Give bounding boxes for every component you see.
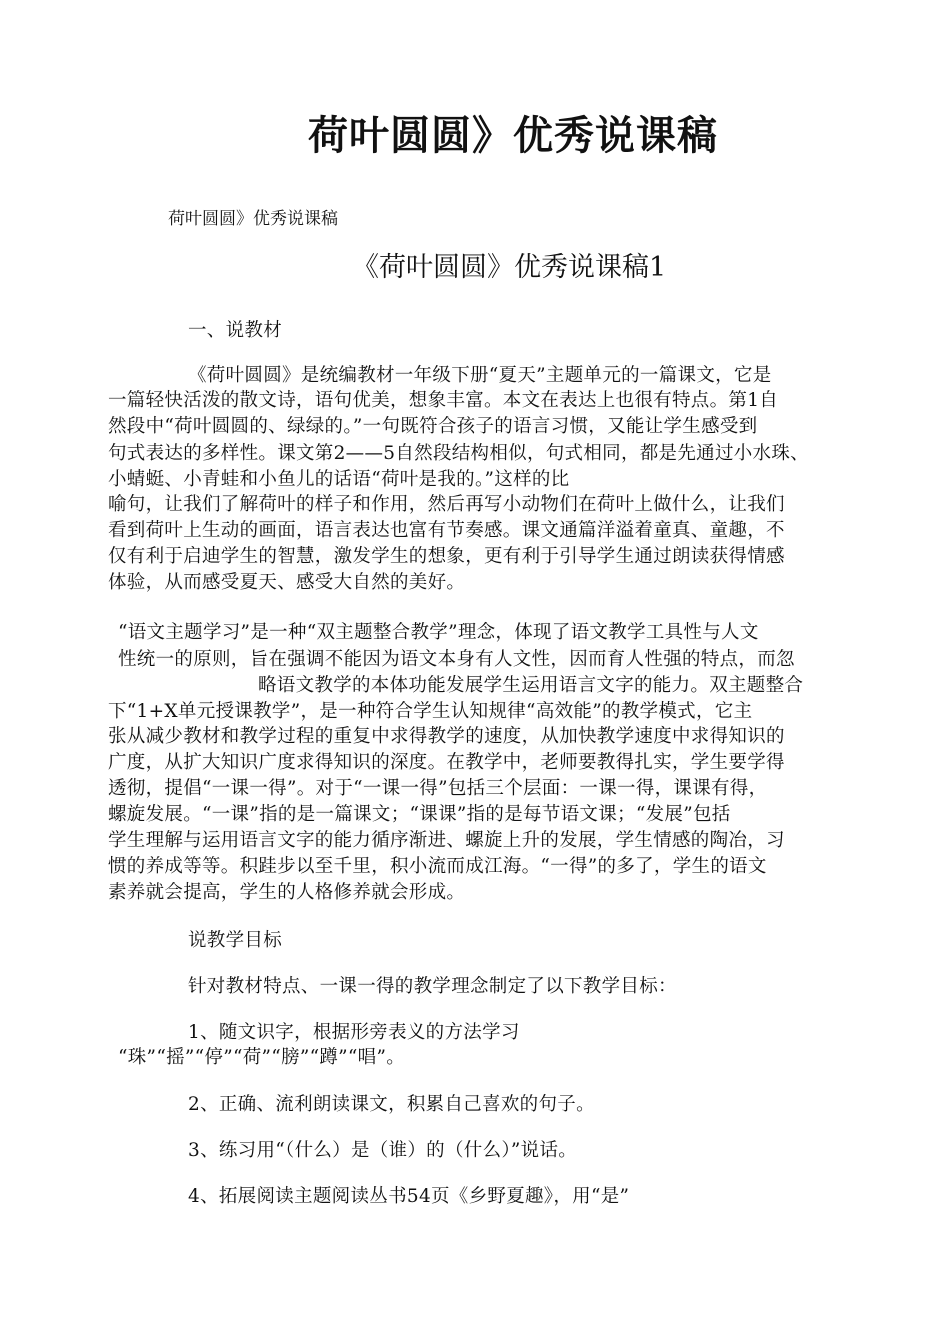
paragraph-line: 张从减少教材和教学过程的重复中求得教学的速度，从加快教学速度中求得知识的: [108, 726, 785, 747]
section-title: 《荷叶圆圆》优秀说课稿1: [352, 252, 667, 283]
paragraph-line: 体验，从而感受夏天、感受大自然的美好。: [108, 572, 466, 593]
goals-intro: 针对教材特点、一课一得的教学理念制定了以下教学目标：: [188, 976, 677, 997]
document-subtitle: 荷叶圆圆》优秀说课稿: [168, 209, 338, 229]
goal-item-1: 1、随文识字，根据形旁表义的方法学习: [188, 1022, 520, 1043]
paragraph-line: 《荷叶圆圆》是统编教材一年级下册“夏天”主题单元的一篇课文，它是: [188, 365, 772, 386]
paragraph-line: 下“1+X单元授课教学”，是一种符合学生认知规律“高效能”的教学模式，它主: [108, 701, 753, 722]
document-title: 荷叶圆圆》优秀说课稿: [308, 112, 718, 159]
paragraph-line: 看到荷叶上生动的画面，语言表达也富有节奏感。课文通篇洋溢着童真、童趣，不: [108, 520, 785, 541]
paragraph-line: 性统一的原则，旨在强调不能因为语文本身有人文性，因而育人性强的特点，而忽: [118, 649, 795, 670]
goal-item-1-characters: “珠”“摇”“停”“荷”“膀”“蹲”“唱”。: [118, 1047, 406, 1068]
goal-item-4: 4、拓展阅读主题阅读丛书54页《乡野夏趣》，用“是”: [188, 1186, 630, 1207]
paragraph-line: 螺旋发展。“一课”指的是一篇课文；“课课”指的是每节语文课；“发展”包括: [108, 804, 731, 825]
paragraph-line: 广度，从扩大知识广度求得知识的深度。在教学中，老师要教得扎实，学生要学得: [108, 752, 785, 773]
goal-item-2: 2、正确、流利朗读课文，积累自己喜欢的句子。: [188, 1094, 595, 1115]
heading-teaching-material: 一、说教材: [188, 320, 283, 341]
paragraph-line: 喻句，让我们了解荷叶的样子和作用，然后再写小动物们在荷叶上做什么，让我们: [108, 494, 785, 515]
paragraph-line: 句式表达的多样性。课文第2——5自然段结构相似，句式相同，都是先通过小水珠、: [108, 443, 809, 464]
paragraph-line: 学生理解与运用语言文字的能力循序渐进、螺旋上升的发展，学生情感的陶冶，习: [108, 830, 785, 851]
paragraph-line: 素养就会提高，学生的人格修养就会形成。: [108, 882, 466, 903]
paragraph-line: 透彻，提倡“一课一得”。对于“一课一得”包括三个层面：一课一得，课课有得，: [108, 778, 768, 799]
paragraph-line: 一篇轻快活泼的散文诗，语句优美，想象丰富。本文在表达上也很有特点。第1自: [108, 390, 779, 411]
paragraph-line: 略语文教学的本体功能发展学生运用语言文字的能力。双主题整合: [258, 675, 804, 696]
paragraph-line: “语文主题学习”是一种“双主题整合教学”理念，体现了语文教学工具性与人文: [118, 622, 759, 643]
paragraph-line: 小蜻蜓、小青蛙和小鱼儿的话语“荷叶是我的。”这样的比: [108, 469, 570, 490]
goal-item-3: 3、练习用“（什么）是（谁）的（什么）”说话。: [188, 1140, 578, 1161]
heading-teaching-goals: 说教学目标: [188, 930, 283, 951]
paragraph-line: 然段中“荷叶圆圆的、绿绿的。”一句既符合孩子的语言习惯，又能让学生感受到: [108, 416, 758, 437]
paragraph-line: 仅有利于启迪学生的智慧，激发学生的想象，更有利于引导学生通过朗读获得情感: [108, 546, 785, 567]
paragraph-line: 惯的养成等等。积跬步以至千里，积小流而成江海。“一得”的多了，学生的语文: [108, 856, 767, 877]
